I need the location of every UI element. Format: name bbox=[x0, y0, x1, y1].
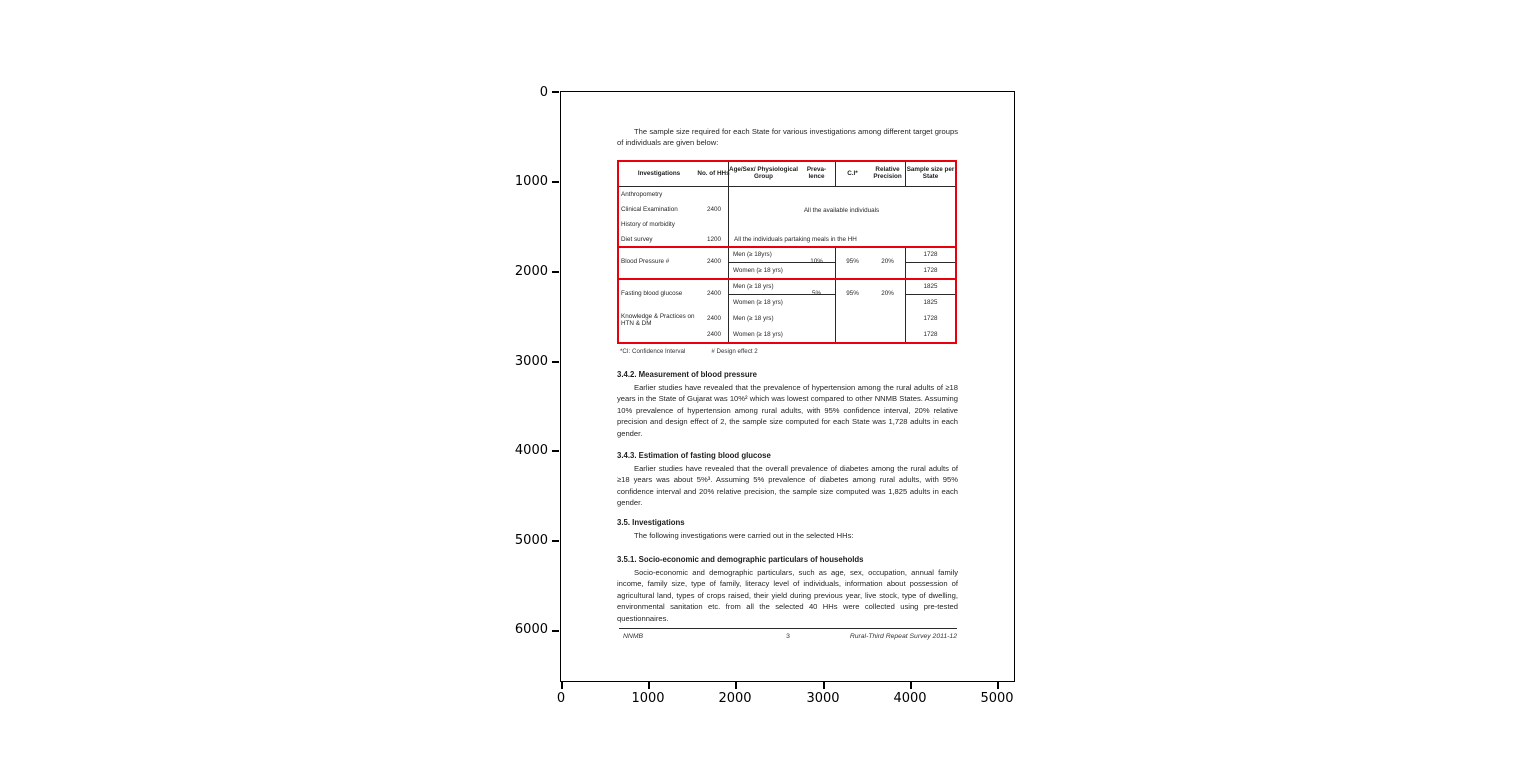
table-cell-fbg-sample-men: 1825 bbox=[923, 283, 938, 290]
table-header-ci: C.I* bbox=[847, 169, 858, 177]
section-342-body: Earlier studies have revealed that the prevalence of hypertension among the rural adults of ≥18 years in the State of Gujarat was 10%² which was lowest compared to other NNMB States. Assuming 10% prevalence of hypertension among rural adults, with 95% confidence interval, 20% relative precision and design effect of 2, the sample size computed for each State was 1,728 adults in each gender. bbox=[617, 383, 958, 438]
intro-paragraph: The sample size required for each State for various investigations among different target groups of individuals are given below: bbox=[617, 127, 958, 148]
document-content bbox=[561, 92, 1013, 680]
table-cell-kp-label: Knowledge & Practices on HTN & DM bbox=[621, 313, 695, 327]
table-cell-fbg-label: Fasting blood glucose bbox=[621, 290, 683, 297]
table-cell-bp-rp: 20% bbox=[881, 258, 894, 265]
y-tick-label: 6000 bbox=[514, 622, 548, 637]
x-tick-mark bbox=[823, 682, 825, 689]
table-line bbox=[905, 294, 955, 295]
y-tick-label: 4000 bbox=[514, 443, 548, 458]
section-351-title: 3.5.1. Socio-economic and demographic particulars of households bbox=[617, 555, 864, 564]
table-cell-bp-hhs: 2400 bbox=[706, 258, 721, 265]
y-tick-label: 3000 bbox=[514, 354, 548, 369]
x-tick-mark bbox=[997, 682, 999, 689]
footer-survey-name: Rural-Third Repeat Survey 2011-12 bbox=[849, 633, 957, 640]
x-tick-label: 3000 bbox=[806, 691, 840, 706]
y-tick-label: 0 bbox=[539, 85, 548, 100]
table-cell-bp-label: Blood Pressure # bbox=[621, 258, 670, 265]
footer-rule bbox=[619, 628, 957, 629]
x-tick-mark bbox=[648, 682, 650, 689]
table-header-investigations: Investigations bbox=[637, 169, 681, 177]
x-tick-mark bbox=[910, 682, 912, 689]
section-35-body: The following investigations were carried out in the selected HHs: bbox=[634, 531, 854, 540]
table-cell-fbg-prevalence: 5% bbox=[811, 290, 822, 297]
y-tick-mark bbox=[552, 540, 559, 542]
x-tick-mark bbox=[735, 682, 737, 689]
table-cell-kp-sample-women: 1728 bbox=[923, 331, 938, 338]
section-342-title: 3.4.2. Measurement of blood pressure bbox=[617, 370, 757, 379]
x-tick-label: 0 bbox=[556, 691, 566, 706]
table-header-no-of-hhs: No. of HHs bbox=[697, 169, 730, 177]
table-header-relative-precision: Relative Precision bbox=[873, 166, 902, 180]
table-line bbox=[728, 162, 729, 342]
y-tick-mark bbox=[552, 450, 559, 452]
table-cell-diet-hhs: 1200 bbox=[706, 236, 721, 243]
y-tick-mark bbox=[552, 181, 559, 183]
table-cell-bp-ci: 95% bbox=[846, 258, 859, 265]
table-cell-clinical-hhs: 2400 bbox=[706, 206, 721, 213]
table-header-age-sex-group: Age/Sex/ Physiological Group bbox=[729, 166, 798, 180]
table-cell-kp-hhs2: 2400 bbox=[706, 331, 721, 338]
table-line bbox=[905, 262, 955, 263]
table-cell-fbg-hhs: 2400 bbox=[706, 290, 721, 297]
x-tick-mark bbox=[561, 682, 563, 689]
footnote-ci: *CI: Confidence Interval bbox=[620, 348, 686, 355]
table-cell-kp-men: Men (≥ 18 yrs) bbox=[733, 315, 774, 322]
section-343-title: 3.4.3. Estimation of fasting blood glucose bbox=[617, 451, 771, 460]
table-cell-bp-men: Men (≥ 18yrs) bbox=[733, 251, 772, 258]
y-tick-mark bbox=[552, 361, 559, 363]
y-tick-mark bbox=[552, 630, 559, 632]
x-tick-label: 2000 bbox=[718, 691, 752, 706]
section-351-body: Socio-economic and demographic particulars, such as age, sex, occupation, annual family income, family size, type of family, literacy level of individuals, information about possession of agricultural land, types of crops raised, their yield during previous year, live stock, type of dwelling, environmental sanitation etc. from all the selected 40 HHs were collected using pre-tested questionnaires. bbox=[617, 568, 958, 623]
table-cell-bp-sample-women: 1728 bbox=[923, 267, 938, 274]
table-cell-kp-hhs1: 2400 bbox=[706, 315, 721, 322]
table-cell-history: History of morbidity bbox=[621, 221, 675, 228]
table-cell-kp-sample-men: 1728 bbox=[923, 315, 938, 322]
table-line bbox=[619, 186, 955, 187]
table-cell-fbg-ci: 95% bbox=[846, 290, 859, 297]
sample-size-table bbox=[617, 160, 957, 344]
x-tick-label: 4000 bbox=[893, 691, 927, 706]
table-cell-fbg-men: Men (≥ 18 yrs) bbox=[733, 283, 774, 290]
table-footnote bbox=[620, 348, 784, 355]
table-cell-available-note: All the available individuals bbox=[803, 207, 880, 214]
section-35-title: 3.5. Investigations bbox=[617, 518, 685, 527]
y-tick-mark bbox=[552, 271, 559, 273]
y-tick-label: 1000 bbox=[514, 174, 548, 189]
table-cell-diet: Diet survey bbox=[621, 236, 653, 243]
table-cell-fbg-women: Women (≥ 18 yrs) bbox=[733, 299, 783, 306]
y-tick-label: 5000 bbox=[514, 533, 548, 548]
footnote-design-effect: # Design effect 2 bbox=[711, 348, 758, 355]
x-tick-label: 5000 bbox=[980, 691, 1014, 706]
table-cell-fbg-sample-women: 1825 bbox=[923, 299, 938, 306]
table-cell-anthropometry: Anthropometry bbox=[621, 191, 663, 198]
table-header-sample-size: Sample size per State bbox=[906, 166, 955, 180]
section-343-body: Earlier studies have revealed that the overall prevalence of diabetes among the rural adults of ≥18 years was about 5%³. Assuming 5% prevalence of diabetes among rural adults, with 95% confidence interval and 20% relative precision, the sample size computed was 1,825 adults in each gender. bbox=[617, 464, 958, 508]
document-page-image bbox=[560, 91, 1015, 682]
table-header-prevalence: Preva- lence bbox=[806, 166, 827, 180]
footer-org: NNMB bbox=[623, 633, 644, 640]
y-tick-label: 2000 bbox=[514, 264, 548, 279]
table-cell-clinical: Clinical Examination bbox=[621, 206, 678, 213]
x-tick-label: 1000 bbox=[631, 691, 665, 706]
table-cell-kp-women: Women (≥ 18 yrs) bbox=[733, 331, 783, 338]
y-tick-mark bbox=[552, 91, 559, 93]
table-cell-partaking-note: All the individuals partaking meals in the HH bbox=[734, 236, 857, 243]
footer-page-number: 3 bbox=[786, 633, 790, 640]
table-cell-bp-prevalence: 10% bbox=[810, 258, 823, 265]
table-cell-bp-women: Women (≥ 18 yrs) bbox=[733, 267, 783, 274]
table-cell-bp-sample-men: 1728 bbox=[923, 251, 938, 258]
table-cell-fbg-rp: 20% bbox=[881, 290, 894, 297]
